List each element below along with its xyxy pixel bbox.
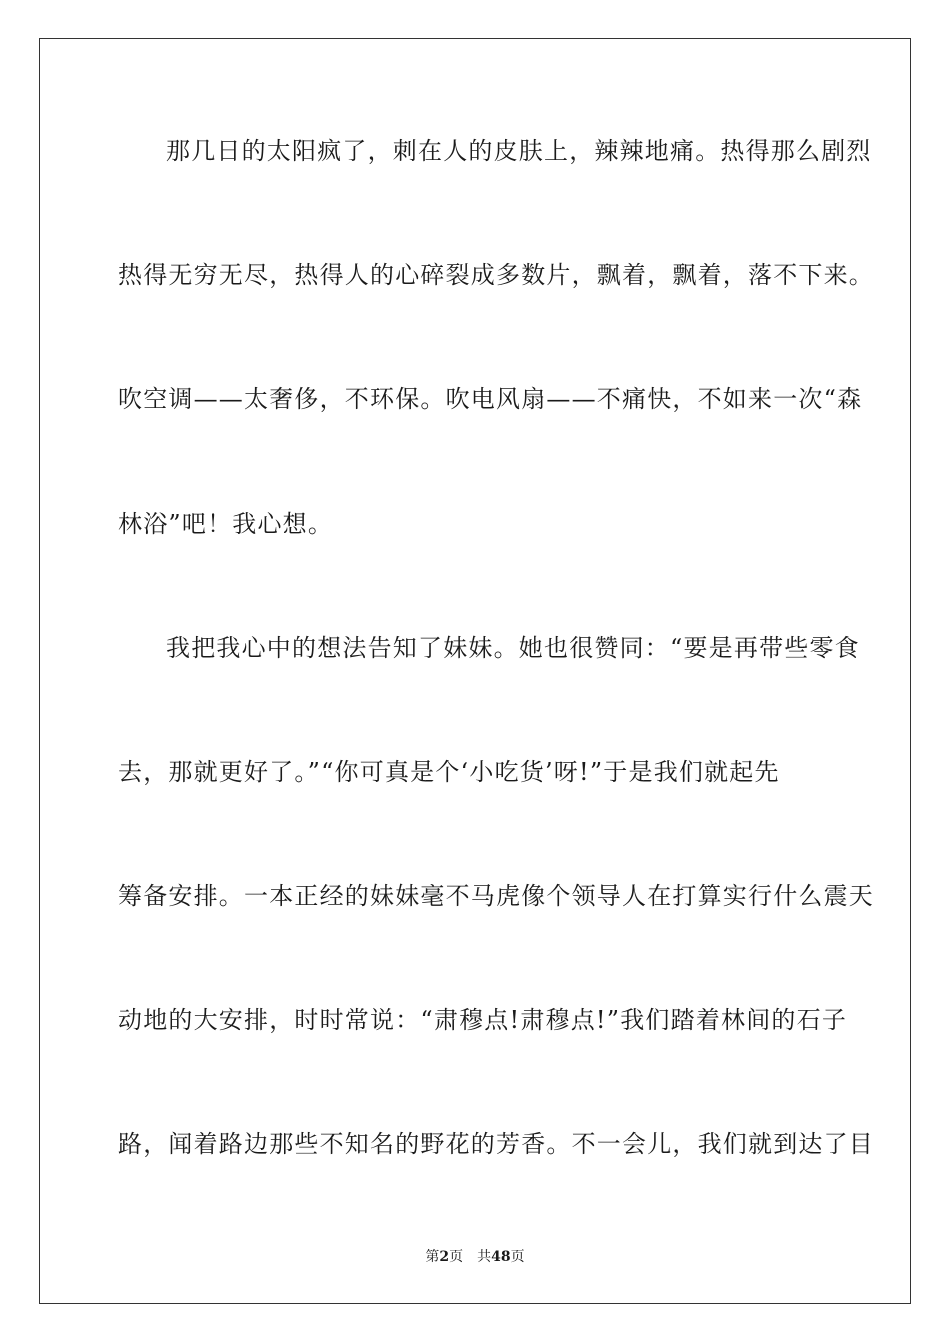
- page-label-suffix: 页: [449, 1249, 464, 1265]
- paragraph-line: 吹空调——太奢侈，不环保。吹电风扇——不痛快，不如来一次“森: [118, 385, 863, 413]
- total-label-suffix: 页: [510, 1249, 525, 1265]
- paragraph-line: 动地的大安排，时时常说：“肃穆点!肃穆点!”我们踏着林间的石子: [118, 1006, 848, 1034]
- page-footer: [0, 1248, 950, 1266]
- paragraph-line: 筹备安排。一本正经的妹妹毫不马虎像个领导人在打算实行什么震天: [118, 882, 874, 910]
- total-label-prefix: 共: [477, 1249, 492, 1265]
- paragraph-line: 路，闻着路边那些不知名的野花的芳香。不一会儿，我们就到达了目: [118, 1130, 874, 1158]
- current-page-number: 2: [439, 1249, 450, 1265]
- paragraph-line: 去，那就更好了。”“你可真是个‘小吃货’呀!”于是我们就起先: [118, 758, 780, 786]
- page-label-prefix: 第: [425, 1249, 440, 1265]
- paragraph-line: 那几日的太阳疯了，刺在人的皮肤上，辣辣地痛。热得那么剧烈: [166, 137, 872, 165]
- page-border: [39, 38, 911, 1304]
- total-page-count: 48: [491, 1249, 511, 1265]
- paragraph-line: 林浴”吧！我心想。: [118, 510, 334, 538]
- paragraph-line: 热得无穷无尽，热得人的心碎裂成多数片，飘着，飘着，落不下来。: [118, 261, 874, 289]
- paragraph-line: 我把我心中的想法告知了妹妹。她也很赞同：“要是再带些零食: [166, 634, 860, 662]
